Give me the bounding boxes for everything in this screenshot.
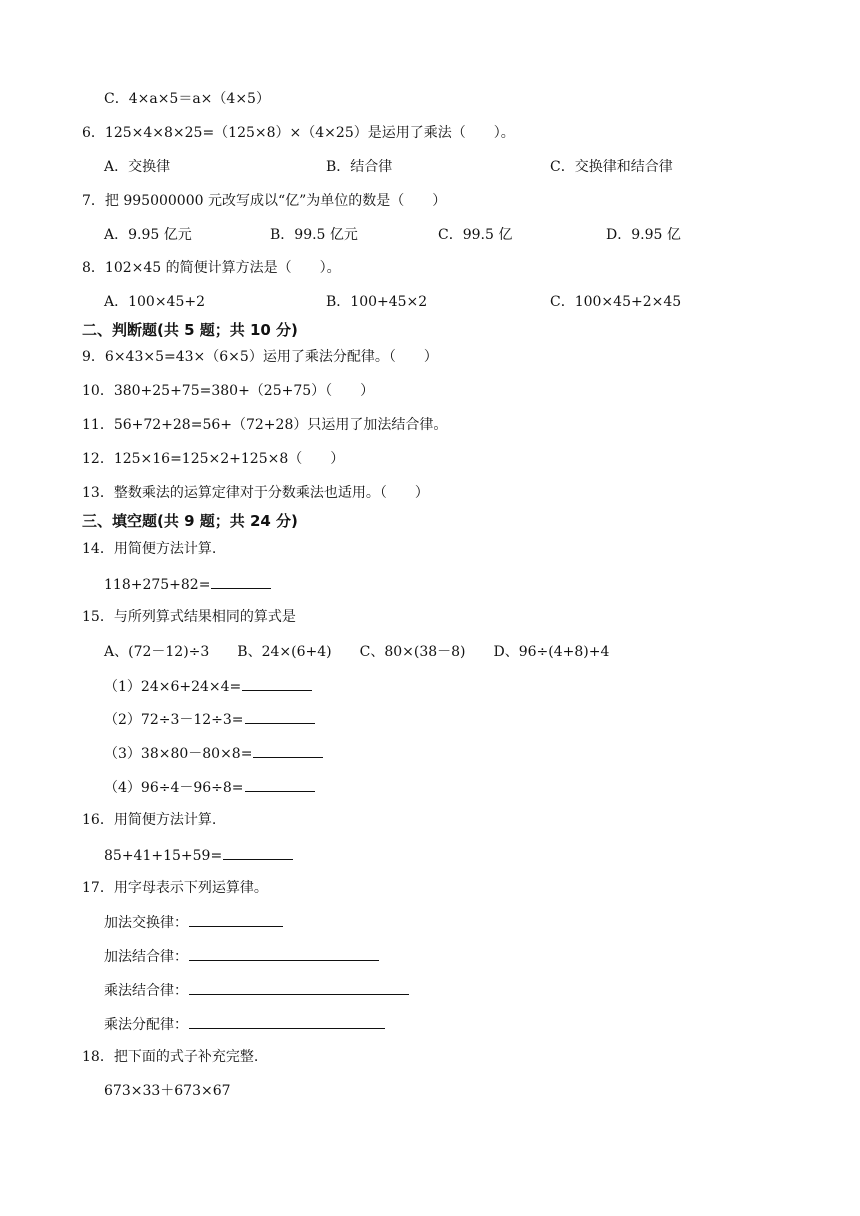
q15-sub-3-text: （3）38×80－80×8= <box>104 746 253 762</box>
q14-expr-text: 118+275+82= <box>104 577 211 593</box>
q18-expression: 673×33＋673×67 <box>104 1083 231 1099</box>
q17-stem: 17．用字母表示下列运算律。 <box>82 880 268 896</box>
q7-option-c: C．99.5 亿 <box>438 227 513 243</box>
q15-sub-3 <box>104 743 323 764</box>
q14-stem: 14．用简便方法计算. <box>82 541 217 557</box>
q15-sub-1-blank[interactable] <box>242 676 312 691</box>
q15-sub-3-blank[interactable] <box>253 743 323 758</box>
q17-law-4 <box>104 1014 385 1035</box>
q7-option-b: B．99.5 亿元 <box>270 227 358 243</box>
q7-option-d: D．9.95 亿 <box>606 227 681 243</box>
q8-option-c: C．100×45+2×45 <box>550 294 682 310</box>
q17-law-2-label: 加法结合律： <box>104 949 188 965</box>
section2-title: 二、判断题(共 5 题；共 10 分) <box>82 321 298 339</box>
q17-law-3-label: 乘法结合律： <box>104 983 188 999</box>
q16-answer-blank[interactable] <box>223 845 293 860</box>
q18-stem: 18．把下面的式子补充完整. <box>82 1049 259 1065</box>
q15-sub-4 <box>104 777 315 798</box>
q17-law-4-label: 乘法分配律： <box>104 1017 188 1033</box>
q10-item: 10．380+25+75=380+（25+75）（ ） <box>82 383 375 399</box>
q11-item: 11．56+72+28=56+（72+28）只运用了加法结合律。 <box>82 417 448 433</box>
q15-sub-2 <box>104 709 315 730</box>
q8-stem: 8．102×45 的简便计算方法是（ ）。 <box>82 260 341 276</box>
q14-expression <box>104 574 271 595</box>
q17-law-4-blank[interactable] <box>189 1014 385 1029</box>
q17-law-1-blank[interactable] <box>189 912 283 927</box>
q17-law-3 <box>104 980 409 1001</box>
q17-law-3-blank[interactable] <box>189 980 409 995</box>
q6-option-c: C．交换律和结合律 <box>550 159 673 175</box>
q17-law-1-label: 加法交换律： <box>104 915 188 931</box>
q17-law-2 <box>104 946 379 967</box>
q6-option-b: B．结合律 <box>326 159 393 175</box>
q6-option-a: A．交换律 <box>104 159 171 175</box>
q16-expr-text: 85+41+15+59= <box>104 848 223 864</box>
q15-sub-1-text: （1）24×6+24×4= <box>104 679 242 695</box>
q13-item: 13．整数乘法的运算定律对于分数乘法也适用。（ ） <box>82 485 429 501</box>
q16-stem: 16．用简便方法计算. <box>82 812 217 828</box>
q15-sub-4-text: （4）96÷4－96÷8= <box>104 780 244 796</box>
q9-item: 9．6×43×5=43×（6×5）运用了乘法分配律。（ ） <box>82 349 438 365</box>
q15-choices: A、(72－12)÷3 B、24×(6+4) C、80×(38－8) D、96÷(4+8)+4 <box>104 644 610 660</box>
q15-stem: 15．与所列算式结果相同的算式是 <box>82 609 296 625</box>
q17-law-2-blank[interactable] <box>189 946 379 961</box>
q15-sub-4-blank[interactable] <box>245 777 315 792</box>
q8-option-a: A．100×45+2 <box>104 294 206 310</box>
q5-option-c: C．4×a×5＝a×（4×5） <box>104 91 270 107</box>
q16-expression <box>104 845 293 866</box>
q8-option-b: B．100+45×2 <box>326 294 428 310</box>
q17-law-1 <box>104 912 283 933</box>
q7-option-a: A．9.95 亿元 <box>104 227 192 243</box>
q6-stem: 6．125×4×8×25=（125×8）×（4×25）是运用了乘法（ ）。 <box>82 125 515 141</box>
q15-sub-2-text: （2）72÷3－12÷3= <box>104 712 244 728</box>
q7-stem: 7．把 995000000 元改写成以“亿”为单位的数是（ ） <box>82 193 447 209</box>
section3-title: 三、填空题(共 9 题；共 24 分) <box>82 512 298 530</box>
q15-sub-1 <box>104 676 312 697</box>
q15-sub-2-blank[interactable] <box>245 709 315 724</box>
q14-answer-blank[interactable] <box>211 574 271 589</box>
q12-item: 12．125×16=125×2+125×8（ ） <box>82 451 345 467</box>
